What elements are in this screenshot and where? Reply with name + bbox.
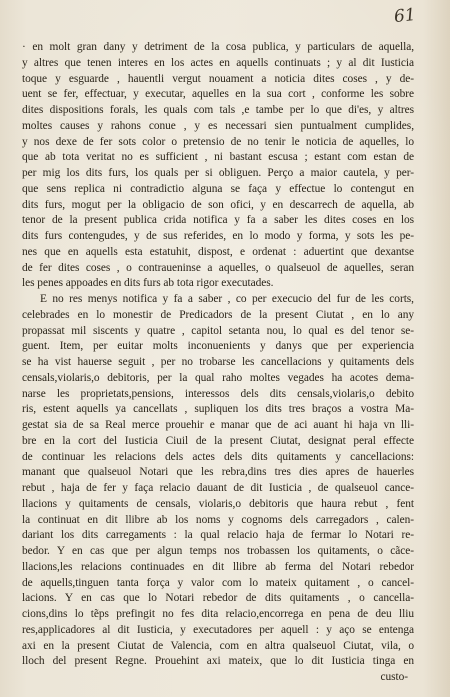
catchword: custo- bbox=[380, 671, 408, 683]
text-line: rebut , haja de fer y faça relacio dauant de dit Iusticia , de qualseuol cance- bbox=[22, 482, 414, 494]
text-line: dariant los dits carregaments : la qual relacio haja de fermar lo Notari re- bbox=[22, 529, 414, 542]
text-line: les penes appoades en dits furs ab tota rigor executades. bbox=[22, 277, 274, 290]
text-line: cions,dins lo tẽps prefingit no fes dita relacio,encorrega en pena de deu lliu bbox=[22, 608, 414, 620]
paragraph-2 bbox=[22, 292, 414, 670]
text-line: lacions. Y en cas que lo Notari rebedor de dits quitaments , o cancella- bbox=[22, 592, 414, 605]
text-line: moltes causes y rahons conue , y es necessari sien puntualment cumplides, bbox=[22, 119, 414, 132]
text-line: narse les proprietats,pensions, interessos dels dits censals,violaris,o debito bbox=[22, 387, 414, 400]
text-line: ris, estent aquells ya cancellats , supliquen los dits tres braços a vostra Ma- bbox=[22, 403, 414, 416]
text-line: dits furs, mogut per la obligacio de son ofici, y en descarrech de aquella, ab bbox=[22, 198, 414, 211]
text-line: y altres que tenen interes en los actes en aquells continuats ; y al dit Iusticia bbox=[22, 56, 414, 69]
text-line: gestat sia de sa Real merce prouehir e manar que de aci auant hi haja vn lli- bbox=[22, 419, 414, 431]
text-line: de aquells,tinguen tanta força y valor com lo mateix quitament , o cancel- bbox=[22, 576, 414, 589]
text-line: propassat mil siscents y quatre , capitol setanta nou, lo qual es del tenor se- bbox=[22, 324, 414, 337]
text-line: llacions y quitaments de censals, violaris,o debitoris que haura rebut , fent bbox=[22, 497, 414, 510]
text-line: de fer dites coses , o contraueninse a aquelles, o qualseuol de aquelles, seran bbox=[22, 261, 414, 274]
text-line: que ab tota veritat no es sufficient , ni bastant escusa ; estant com estan de bbox=[22, 151, 414, 164]
text-line: de continuar les relacions dels actes dels dits quitaments y cancellacions: bbox=[22, 450, 414, 463]
text-line: se ha vist hauerse seguit , per no trobarse les cancellacions y quitaments dels bbox=[22, 356, 414, 368]
text-line: E no res menys notifica y fa a saber , co per execucio del fur de les corts, bbox=[40, 293, 414, 305]
text-line: per mig los dits furs, los quals per si obliguen. Perço a maior cautela, y per- bbox=[22, 167, 414, 179]
text-line: llacions,les relacions continuades en dit llibre ab ferma del Notari rebedor bbox=[22, 560, 414, 573]
text-line: toque y esguarde , hauentli vergut nouament a noticia dites coses , y de- bbox=[22, 72, 414, 85]
text-line: uent se fer, effectuar, y executar, aquelles en la sua cort , conforme les sobre bbox=[22, 88, 414, 101]
text-line: dites dispositions forals, les quals com tals ,e tambe per lo que di'es, y altres bbox=[22, 104, 414, 116]
text-line: axi en la present Ciutat de Valencia, com en altra qualseuol Ciutat, vila, o bbox=[22, 639, 414, 652]
text-line: y nos dexe de fer sots color o pretensio de no tenir le noticia de aquelles, lo bbox=[22, 135, 414, 148]
text-line: · en molt gran dany y detriment de la cosa publica, y particulars de aquella, bbox=[22, 41, 414, 53]
text-line: dits furs contengudes, y de sus referides, en lo modo y forma, y sots les pe- bbox=[22, 230, 414, 242]
text-line: censals,violaris,o debitoris, per la qual raho moltes vegades ha acotes dema- bbox=[22, 371, 414, 384]
body-text bbox=[22, 40, 414, 686]
text-line: que sens replica ni contradictio alguna se faça y effectue lo contengut en bbox=[22, 182, 414, 195]
text-line: tenor de la present publica crida notifica y fa a saber les dites coses en los bbox=[22, 214, 414, 227]
text-line: manant que qualseuol Notari que les rebra,dins tres dies apres de hauerles bbox=[22, 466, 414, 479]
text-line: guent. Item, per euitar molts inconuenients y danys que per experiencia bbox=[22, 340, 414, 353]
page-number: 61 bbox=[393, 4, 417, 28]
text-line: bre en la cort del Iusticia Ciuil de la present Ciutat, designat peral effecte bbox=[22, 434, 414, 447]
text-line: res,applicadores al dit Iusticia, y executadores per aquell : y aço se entenga bbox=[22, 623, 414, 636]
text-line: bedor. Y en cas que per algun temps nos trobassen los quitaments, o cãce- bbox=[22, 545, 414, 557]
text-line: la continuat en dit llibre ab los noms y cognoms dels carregadors , calen- bbox=[22, 513, 414, 526]
paragraph-1 bbox=[22, 40, 414, 292]
text-line: nes que en aquells esta estatuhit, dispost, e ordenat : aduertint que dexantse bbox=[22, 245, 414, 258]
text-line: lloch del present Regne. Prouehint axi mateix, que lo dit Iusticia tinga en bbox=[22, 655, 414, 668]
text-line: celebrades en lo monestir de Predicadors de la present Ciutat , en lo any bbox=[22, 308, 414, 321]
